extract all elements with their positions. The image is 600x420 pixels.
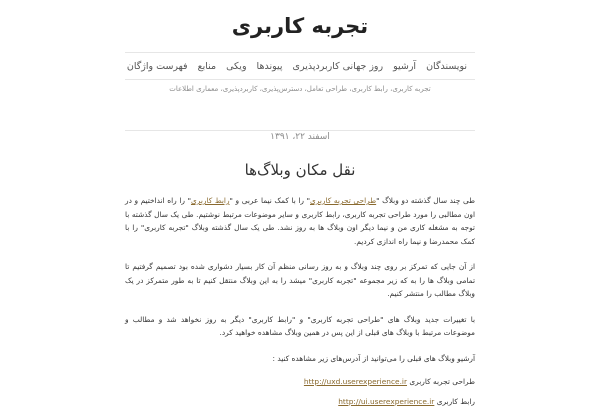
nav-item-authors[interactable]: نویسندگان	[426, 60, 467, 72]
p1-text-post: " را راه انداختیم و در اون مطالبی را مورد طراحی تجربه کاربری، رابط کاربری و سایر موضوعات مرتبط نوشتیم. طی یک سال گذشته با توجه به مشغله کاری من و نیما دیگر اون وبلاگ ها به روز نشد. طی یک سال گذشته وبلاگ "تجربه کاربری" را با کمک محمدرضا و نیما راه اندازی کردیم.	[125, 196, 475, 246]
archive-link-uxd[interactable]: http://uxd.userexperience.ir	[303, 377, 408, 386]
p1-text-mid: " را با کمک نیما عربی و "	[229, 196, 310, 205]
site-tagline: تجربه کاربری، رابط کاربری، طراحی تعامل، دسترس‌پذیری، کاربردپذیری، معماری اطلاعات	[169, 85, 431, 93]
p1-text-pre: طی چند سال گذشته دو وبلاگ "	[376, 196, 475, 205]
post-title[interactable]: نقل مکان وبلاگ‌ها	[244, 161, 356, 179]
post-paragraph-2: از آن جایی که تمرکز بر روی چند وبلاگ و به روز رسانی منظم آن کار بسیار دشواری شده بود تصمیم گرفتیم تا تمامی وبلاگ ها را به که زیر مجموعه "تجربه کاربری" میشد را به این وبلاگ منتقل کنیم تا به طور متمرکز در یک وبلاگ مطالب را منتشر کنیم.	[125, 262, 475, 298]
post-paragraph-1	[125, 194, 475, 248]
post-paragraph-4	[125, 352, 475, 409]
post-date[interactable]: اسفند ۲۲، ۱۳۹۱	[262, 132, 338, 142]
archive-link-ui[interactable]: http://ui.userexperience.ir	[338, 396, 435, 406]
nav-item-resources[interactable]: منابع	[197, 60, 217, 72]
main-nav	[125, 52, 475, 80]
nav-item-links[interactable]: پیوندها	[256, 60, 283, 72]
link-ux-design-blog[interactable]: طراحی تجربه کاربری	[310, 196, 377, 205]
post-paragraph-3: با تغییرات جدید وبلاگ های "طراحی تجربه کاربری" و "رابط کاربری" دیگر به روز نخواهد شد و مطالب و موضوعات مرتبط با وبلاگ های قبلی از این پس در همین وبلاگ مشاهده خواهید کرد.	[125, 314, 475, 337]
nav-item-wiki[interactable]: ویکی	[226, 60, 247, 72]
archive-link-row-2	[125, 395, 475, 409]
archive-intro: آرشیو وبلاگ های قبلی را می‌توانید از آدرس‌های زیر مشاهده کنید :	[272, 353, 475, 363]
post-body	[125, 194, 475, 420]
post-date-wrapper	[0, 124, 600, 143]
nav-item-archive[interactable]: آرشیو	[393, 60, 417, 72]
nav-item-world-usability-day[interactable]: روز جهانی کاربردپذیری	[292, 60, 384, 72]
archive-link-label-1: طراحی تجربه کاربری	[409, 377, 475, 386]
link-ui-blog[interactable]: رابط کاربری	[190, 196, 230, 205]
archive-link-row-1	[125, 375, 475, 389]
site-title[interactable]: تجربه کاربری	[231, 14, 369, 38]
archive-link-label-2: رابط کاربری	[436, 396, 475, 406]
nav-item-glossary[interactable]: فهرست واژگان	[126, 60, 188, 72]
